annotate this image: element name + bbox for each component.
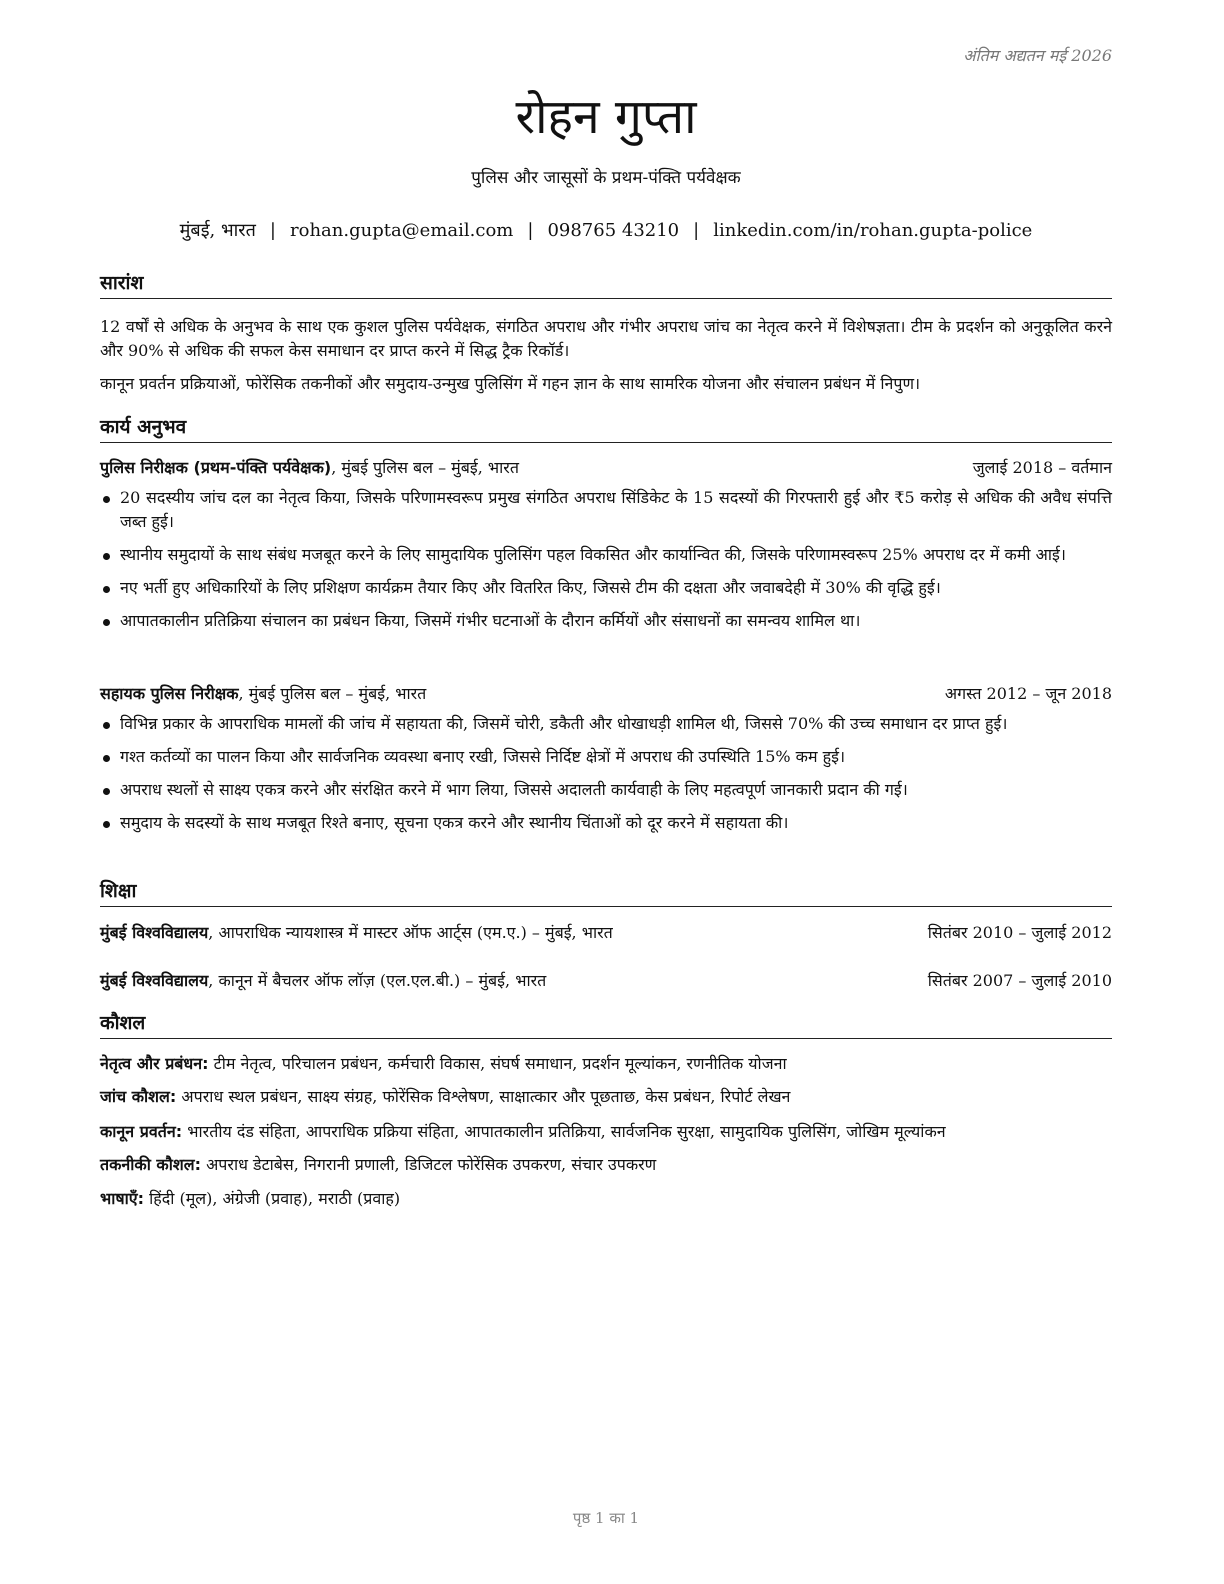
skill-row <box>100 1187 1112 1211</box>
page-number: पृष्ठ 1 का 1 <box>572 1509 640 1527</box>
contact-phone[interactable]: 098765 43210 <box>547 220 680 241</box>
skill-value: अपराध स्थल प्रबंधन, साक्ष्य संग्रह, फोरेंसिक विश्लेषण, साक्षात्कार और पूछताछ, केस प्रबंधन, रिपोर्ट लेखन <box>176 1087 791 1106</box>
education-dates: सितंबर 2010 – जुलाई 2012 <box>927 923 1112 942</box>
education-institution: मुंबई विश्वविद्यालय <box>100 923 209 942</box>
summary-paragraph: 12 वर्षों से अधिक के अनुभव के साथ एक कुशल पुलिस पर्यवेक्षक, संगठित अपराध और गंभीर अपराध जांच का नेतृत्व करने में विशेषज्ञता। टीम के प्रदर्शन को अनुकूलित करने और 90% से अधिक की सफल केस समाधान दर प्राप्त करने में सिद्ध ट्रैक रिकॉर्ड। <box>100 317 1112 360</box>
contact-separator: | <box>527 220 534 241</box>
skill-label: कानून प्रवर्तन: <box>100 1122 183 1141</box>
resume-page <box>100 0 1112 1584</box>
job-dates: अगस्त 2012 – जून 2018 <box>944 684 1112 703</box>
job-header <box>100 682 1112 706</box>
education-detail: , आपराधिक न्यायशास्त्र में मास्टर ऑफ आर्ट्स (एम.ए.) – मुंबई, भारत <box>208 923 613 942</box>
section-title-experience: कार्य अनुभव <box>100 414 1112 443</box>
list-item: अपराध स्थलों से साक्ष्य एकत्र करने और संरक्षित करने में भाग लिया, जिससे अदालती कार्यवाही के लिए महत्वपूर्ण जानकारी प्रदान की गई। <box>100 778 1112 802</box>
skill-row <box>100 1153 1112 1177</box>
skill-label: तकनीकी कौशल: <box>100 1155 201 1174</box>
contact-separator: | <box>693 220 700 241</box>
education-item <box>100 969 1112 993</box>
skill-label: जांच कौशल: <box>100 1087 177 1106</box>
skill-row <box>100 1052 1112 1076</box>
summary-paragraph: कानून प्रवर्तन प्रक्रियाओं, फोरेंसिक तकनीकों और समुदाय-उन्मुख पुलिसिंग में गहन ज्ञान के साथ सामरिक योजना और संचालन प्रबंधन में निपुण। <box>100 374 921 393</box>
section-title-education: शिक्षा <box>100 878 1112 907</box>
list-item: आपातकालीन प्रतिक्रिया संचालन का प्रबंधन किया, जिसमें गंभीर घटनाओं के दौरान कर्मियों और संसाधनों का समन्वय शामिल था। <box>100 609 1112 633</box>
skill-value: भारतीय दंड संहिता, आपराधिक प्रक्रिया संहिता, आपातकालीन प्रतिक्रिया, सार्वजनिक सुरक्षा, सामुदायिक पुलिसिंग, जोखिम मूल्यांकन <box>182 1122 946 1141</box>
job-dates: जुलाई 2018 – वर्तमान <box>972 458 1112 477</box>
job-role: सहायक पुलिस निरीक्षक <box>100 684 239 703</box>
contact-email[interactable]: rohan.gupta@email.com <box>290 220 514 241</box>
education-dates: सितंबर 2007 – जुलाई 2010 <box>927 971 1112 990</box>
skill-value: अपराध डेटाबेस, निगरानी प्रणाली, डिजिटल फोरेंसिक उपकरण, संचार उपकरण <box>201 1155 657 1174</box>
job-bullets <box>100 486 1112 642</box>
education-institution: मुंबई विश्वविद्यालय <box>100 971 209 990</box>
contact-location: मुंबई, भारत <box>179 220 256 241</box>
education-detail: , कानून में बैचलर ऑफ लॉज़ (एल.एल.बी.) – मुंबई, भारत <box>208 971 547 990</box>
section-title-skills: कौशल <box>100 1010 1112 1039</box>
contact-separator: | <box>269 220 276 241</box>
skill-label: नेतृत्व और प्रबंधन: <box>100 1054 209 1073</box>
skill-row <box>100 1085 1112 1109</box>
job-role: पुलिस निरीक्षक (प्रथम-पंक्ति पर्यवेक्षक) <box>100 458 332 477</box>
skill-label: भाषाएँ: <box>100 1189 145 1208</box>
list-item: स्थानीय समुदायों के साथ संबंध मजबूत करने के लिए सामुदायिक पुलिसिंग पहल विकसित और कार्यान्वित की, जिसके परिणामस्वरूप 25% अपराध दर में कमी आई। <box>100 543 1112 567</box>
education-item <box>100 921 1112 945</box>
list-item: विभिन्न प्रकार के आपराधिक मामलों की जांच में सहायता की, जिसमें चोरी, डकैती और धोखाधड़ी शामिल थी, जिससे 70% की उच्च समाधान दर प्राप्त हुई। <box>100 712 1112 736</box>
list-item: 20 सदस्यीय जांच दल का नेतृत्व किया, जिसके परिणामस्वरूप प्रमुख संगठित अपराध सिंडिकेट के 15 सदस्यों की गिरफ्तारी हुई और ₹5 करोड़ से अधिक की अवैध संपत्ति जब्त हुई। <box>100 486 1112 534</box>
candidate-title: पुलिस और जासूसों के प्रथम-पंक्ति पर्यवेक्षक <box>471 168 741 188</box>
skill-row <box>100 1120 1112 1144</box>
skill-value: टीम नेतृत्व, परिचालन प्रबंधन, कर्मचारी विकास, संघर्ष समाधान, प्रदर्शन मूल्यांकन, रणनीतिक योजना <box>208 1054 787 1073</box>
job-bullets <box>100 712 1112 844</box>
job-header <box>100 456 1112 480</box>
list-item: समुदाय के सदस्यों के साथ मजबूत रिश्ते बनाए, सूचना एकत्र करने और स्थानीय चिंताओं को दूर करने में सहायता की। <box>100 811 1112 835</box>
candidate-name: रोहन गुप्ता <box>515 89 697 145</box>
contact-line <box>100 218 1112 244</box>
skill-value: हिंदी (मूल), अंग्रेजी (प्रवाह), मराठी (प्रवाह) <box>144 1189 401 1208</box>
list-item: नए भर्ती हुए अधिकारियों के लिए प्रशिक्षण कार्यक्रम तैयार किए और वितरित किए, जिससे टीम की दक्षता और जवाबदेही में 30% की वृद्धि हुई। <box>100 576 1112 600</box>
job-org: , मुंबई पुलिस बल – मुंबई, भारत <box>238 684 427 703</box>
last-updated: अंतिम अद्यतन मई 2026 <box>963 46 1112 65</box>
job-org: , मुंबई पुलिस बल – मुंबई, भारत <box>331 458 519 477</box>
section-title-summary: सारांश <box>100 270 1112 299</box>
contact-linkedin[interactable]: linkedin.com/in/rohan.gupta-police <box>713 220 1033 241</box>
list-item: गश्त कर्तव्यों का पालन किया और सार्वजनिक व्यवस्था बनाए रखी, जिससे निर्दिष्ट क्षेत्रों में अपराध की उपस्थिति 15% कम हुई। <box>100 745 1112 769</box>
